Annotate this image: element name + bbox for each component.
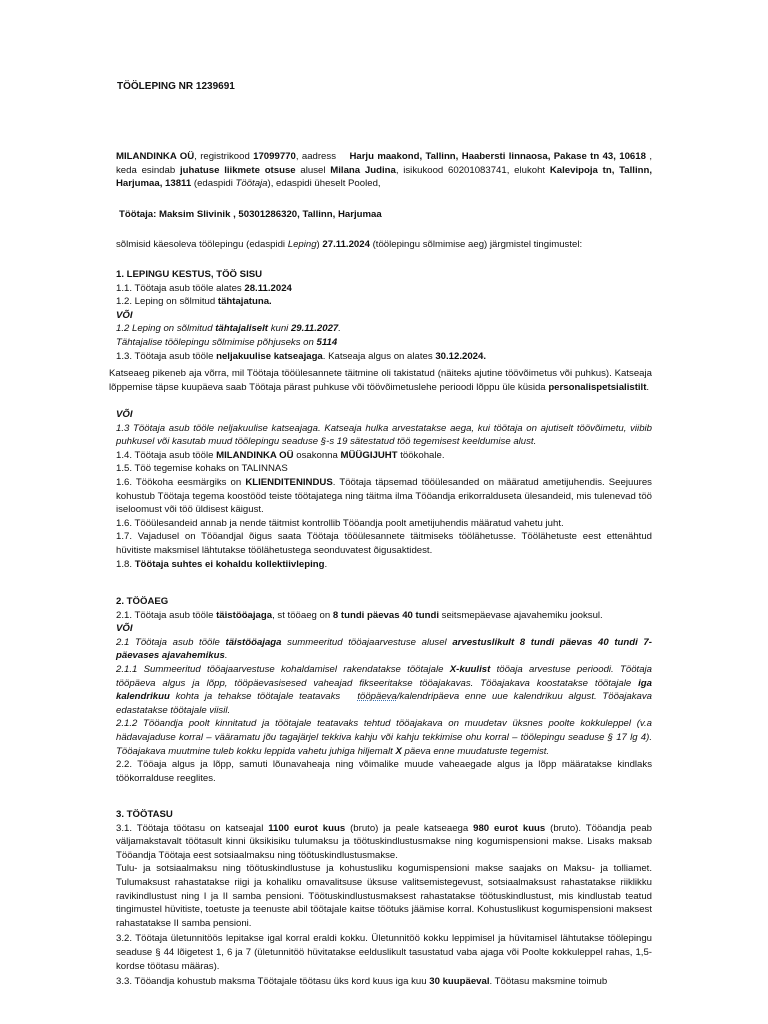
employer-address: Harju maakond, Tallinn, Haabersti linnaosa, Pakase tn 43, 10618 (349, 151, 646, 162)
agreement-line: sõlmisid käesoleva töölepingu (edaspidi Leping) 27.11.2024 (töölepingu sõlmimise aeg) järgmistel tingimustel: (116, 239, 583, 250)
registry-code: 17099770 (253, 151, 296, 162)
employer-name: MILANDINKA OÜ (116, 151, 195, 162)
signing-date: 27.11.2024 (322, 239, 370, 250)
parties-paragraph: MILANDINKA OÜ, registrikood 17099770, aadress Harju maakond, Tallinn, Haabersti linnaosa, Pakase tn 43, 10618 , keda esindab juhatuse liikmete otsuse alusel Milana Judina, isikukood 60201083741, elukoht Kalevipoja tn, Tallinn, Harjumaa, 13811 (edaspidi Töötaja), edaspidi üheselt Pooled, (116, 151, 652, 190)
contract-title: TÖÖLEPING NR 1239691 (117, 81, 235, 92)
section-heading: 1. LEPINGU KESTUS, TÖÖ SISU (116, 269, 263, 280)
section-3: 3. TÖÖTASU 3.1. Töötaja töötasu on katseajal 1100 eurot kuus (bruto) ja peale katseaega 980 eurot kuus (bruto). Tööandja peab väljamakstavalt töötasult kinni üksikisiku tulumaksu ja töötuskindlustusmakse ning kogumispensioni makse. Lisaks maksab Tööandja Töötaja eest sotsiaalmaksu ning töötuskindlustusmakse. Tulu- ja sotsiaalmaksu ning töötuskindlustuse ja kohustusliku kogumispensioni makse saajaks on Maksu- ja tolliamet. Tulumaksust rahastatakse riigi ja kohaliku omavalitsuse üksuse valitsemistegevust, sotsiaalmaksust rahastatakse riiklikku ravikindlustust ning I ja II samba pensioni. Töötuskindlustusmaksest rahastatakse töötuskindlustust, mis kindlustab teatud tingimustel hüvitiste, toetuste ja teenuste abil töötajale kaitse töötuks jäämise korral. Kohustuslikust kogumispensioni maksest rahastatakse II samba pensioni. 3.2. Töötaja ületunnitöös lepitakse igal korral eraldi kokku. Ületunnitöö kokku leppimisel ja hüvitamisel lähtutakse töölepingu seaduse § 44 lõigetest 1, 6 ja 7 (ületunnitöö hüvitatakse eelduslikult tasustatud vaba ajaga või Poolte kokkuleppel rahas, 1,5-kordse töötasu määras). 3.3. Tööandja kohustub maksma Töötajale töötasu üks kord kuus iga kuu 30 kuupäeval. Töötasu maksmine toimub (116, 809, 653, 988)
probation-extension-paragraph: Katseaeg pikeneb aja võrra, mil Töötaja tööülesannete täitmine oli takistatud (näiteks ajutine töövõimetus või puhkus). Katseaja lõppemise täpse kuupäeva saab Töötaja pärast puhkuse või töövõimetuslehe perioodi lõppu üle küsida personalispetsialistilt. (109, 368, 652, 393)
section-1-continued: VÕI 1.3 Töötaja asub tööle neljakuulise katseajaga. Katseaja hulka arvestatakse aega, kui töötaja on ajutiselt töövõimetu, viibib puhkusel või kasutab muud töölepingu seaduse §-s 19 sätestatud töö tegemisest keeldumise alust. 1.4. Töötaja asub tööle MILANDINKA OÜ osakonna MÜÜGIJUHT töökohale. 1.5. Töö tegemise kohaks on TALINNAS 1.6. Töökoha eesmärgiks on KLIENDITENINDUS. Töötaja täpsemad tööülesanded on määratud ametijuhendis. Seejuures kohustub Töötaja tegema koostööd teiste töötajatega ning täitma ilma Tööandja erikorralduseta ülesandeid, mis tulenevad töö iseloomust või töö üldisest käigust. 1.6. Tööülesandeid annab ja nende täitmist kontrollib Tööandja poolt ametijuhendis määratud vahetu juht. 1.7. Vajadusel on Tööandjal õigus saata Töötaja tööülesannete täitmiseks töölähetusse. Töölähetuste eest ettenähtud hüvitiste maksmisel lähtutakse töölähetustega seonduvatest õigusaktidest. 1.8. Töötaja suhtes ei kohaldu kollektiivleping. (116, 409, 652, 570)
employee-line: Töötaja: Maksim Slivinik , 50301286320, Tallinn, Harjumaa (119, 209, 382, 220)
section-2: 2. TÖÖAEG 2.1. Töötaja asub tööle täistööajaga, st tööaeg on 8 tundi päevas 40 tundi seitsmepäevase ajavahemiku jooksul. VÕI 2.1 Töötaja asub tööle täistööajaga summeeritud tööajaarvestuse alusel arvestuslikult 8 tundi päevas 40 tundi 7-päevases ajavahemikus. 2.1.1 Summeeritud tööajaarvestuse kohaldamisel rakendatakse töötajale X-kuulist tööaja arvestuse perioodi. Töötaja tööpäeva algus ja lõpp, tööpäevasisesed vaheajad fikseeritakse tööajakavas. Tööajakava koostatakse töötajale iga kalendrikuu kohta ja tehakse töötajale teatavaks tööpäeva/kalendripäeva enne uue kalendrikuu algust. Tööajakava edastatakse töötajale viisil. 2.1.2 Tööandja poolt kinnitatud ja töötajale teatavaks tehtud tööajakava on muudetav üksnes poolte kokkuleppel (v.a hädavajaduse korral – vääramatu jõu tagajärjel tekkiva kahju või kahju tekkimise ohu korral – töölepingu seaduse § 17 lg 4). Tööajakava muutmine tuleb kokku leppida vahetu juhiga hiljemalt X päeva enne muudatuste tegemist. 2.2. Tööaja algus ja lõpp, samuti lõunavaheaja ning võimalike muude vaheaegade algus ja lõpp määratakse kindlaks töökorralduse reeglites. (116, 596, 652, 784)
section-1: 1. LEPINGU KESTUS, TÖÖ SISU 1.1. Töötaja asub tööle alates 28.11.2024 1.2. Leping on sõlmitud tähtajatuna. VÕI 1.2 Leping on sõlmitud tähtajaliselt kuni 29.11.2027. Tähtajalise töölepingu sõlmimise põhjuseks on 5114 1.3. Töötaja asub tööle neljakuulise katseajaga. Katseaja algus on alates 30.12.2024. (116, 268, 652, 363)
section-heading: 3. TÖÖTASU (116, 809, 173, 820)
representative-name: Milana Judina (330, 164, 396, 176)
section-heading: 2. TÖÖAEG (116, 596, 169, 607)
